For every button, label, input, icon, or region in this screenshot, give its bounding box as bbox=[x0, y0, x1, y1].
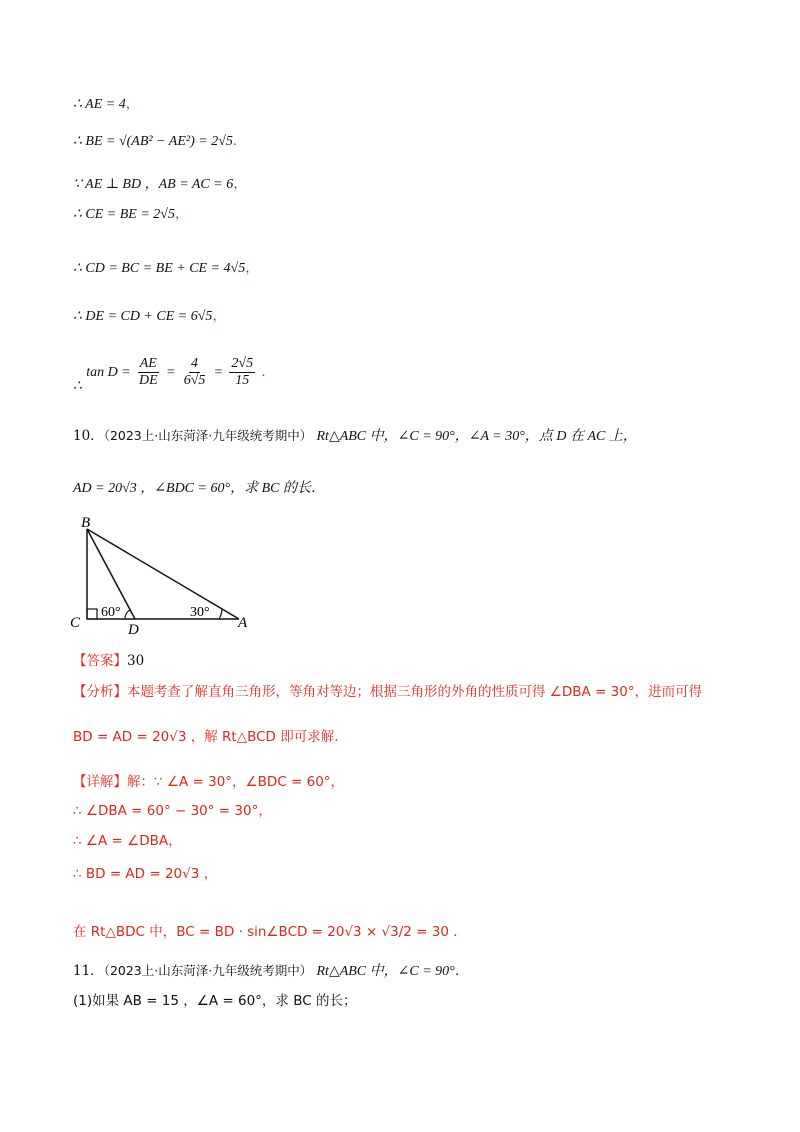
question-source: （2023上·山东菏泽·九年级统考期中） bbox=[103, 428, 313, 443]
solution-line-5 bbox=[73, 258, 259, 279]
solution-line-1 bbox=[73, 94, 139, 115]
angle-A-arc bbox=[219, 609, 222, 619]
solution-line-6 bbox=[73, 306, 226, 327]
tan-expression: tan D = bbox=[86, 365, 131, 380]
solution-line-4 bbox=[73, 204, 188, 225]
angle-D-arc bbox=[125, 610, 130, 619]
punct: ， bbox=[125, 96, 140, 112]
answer-line bbox=[73, 651, 144, 671]
punct: ， bbox=[212, 308, 226, 324]
answer-tag: 【答案】 bbox=[73, 653, 127, 669]
detail-tag: 【详解】 bbox=[73, 774, 127, 790]
triangle-figure bbox=[68, 510, 268, 635]
question-text: (1)如果 AB = 15 ，∠A = 60°，求 BC 的长； bbox=[73, 993, 357, 1009]
angle-A-label: 30° bbox=[190, 605, 210, 620]
detail-text: 在 Rt△BDC 中，BC = BD · sin∠BCD = 20√3 × √3/2 = 30 ． bbox=[73, 924, 467, 940]
math-text: ∴ BE = √(AB² − AE²) = 2√5 bbox=[73, 134, 233, 149]
question-11-part-1 bbox=[73, 991, 356, 1011]
analysis-tag: 【分析】 bbox=[73, 684, 127, 700]
label-C: C bbox=[70, 615, 81, 631]
solution-line-3 bbox=[73, 174, 247, 195]
detail-text: ∴ BD = AD = 20√3 ， bbox=[73, 866, 218, 882]
question-text: Rt△ABC 中，∠C = 90°． bbox=[316, 964, 469, 979]
question-source: （2023上·山东菏泽·九年级统考期中） bbox=[103, 963, 313, 978]
label-D: D bbox=[128, 622, 139, 635]
analysis-line-2 bbox=[73, 727, 348, 747]
question-number: 10． bbox=[73, 428, 104, 444]
analysis-text: 本题考查了解直角三角形，等角对等边；根据三角形的外角的性质可得 ∠DBA = 30°，进而可得 bbox=[127, 684, 703, 700]
label-A: A bbox=[238, 615, 248, 631]
therefore-symbol: ∴ bbox=[73, 379, 82, 394]
math-text: ∴ CD = BC = BE + CE = 4√5 bbox=[73, 261, 246, 276]
analysis-line-1 bbox=[73, 682, 702, 702]
question-10-stem bbox=[73, 426, 637, 447]
analysis-text: BD = AD = 20√3 ，解 Rt△BCD 即可求解． bbox=[73, 729, 348, 745]
math-text: ∵ AE ⊥ BD ，AB = AC = 6 bbox=[73, 177, 234, 192]
punct: ， bbox=[245, 260, 259, 276]
question-10-stem-2 bbox=[73, 478, 325, 499]
solution-line-2 bbox=[73, 131, 246, 152]
detail-line-2 bbox=[73, 801, 272, 821]
detail-line-1 bbox=[73, 772, 344, 792]
question-text: Rt△ABC 中，∠C = 90°，∠A = 30°，点 D 在 AC 上， bbox=[316, 429, 637, 444]
punct: ． bbox=[232, 133, 247, 149]
detail-text: ∴ ∠DBA = 60° − 30° = 30°， bbox=[73, 803, 272, 819]
fraction: $\frac{2√5}{15}$ bbox=[231, 356, 254, 388]
detail-text: ∴ ∠A = ∠DBA， bbox=[73, 833, 182, 849]
angle-D-label: 60° bbox=[101, 605, 121, 620]
question-11-stem bbox=[73, 961, 469, 982]
fraction: $\frac{4}{6√5}$ bbox=[183, 356, 206, 388]
punct: ． bbox=[261, 364, 275, 380]
answer-value: 30 bbox=[127, 653, 145, 669]
detail-text: 解：∵ ∠A = 30°，∠BDC = 60°， bbox=[127, 774, 345, 790]
math-text: ∴ AE = 4 bbox=[73, 97, 126, 112]
punct: ， bbox=[174, 206, 189, 222]
punct: ， bbox=[233, 176, 247, 192]
detail-line-5 bbox=[73, 922, 467, 942]
fraction: $\frac{AE}{DE}$ bbox=[138, 356, 158, 388]
math-text: ∴ DE = CD + CE = 6√5 bbox=[73, 309, 213, 324]
solution-line-7: ∴ tan D = $\frac{AE}{DE}$ = $\frac{4}{6√5}$ = $\frac{2√5}{15}$ ． bbox=[73, 356, 275, 394]
detail-line-3 bbox=[73, 831, 182, 851]
question-number: 11． bbox=[73, 963, 104, 979]
detail-line-4 bbox=[73, 864, 217, 884]
question-text: AD = 20√3 ，∠BDC = 60°，求 BC 的长． bbox=[73, 481, 325, 496]
math-text: ∴ CE = BE = 2√5 bbox=[73, 207, 175, 222]
label-B: B bbox=[81, 515, 91, 531]
right-angle-mark bbox=[87, 609, 97, 619]
